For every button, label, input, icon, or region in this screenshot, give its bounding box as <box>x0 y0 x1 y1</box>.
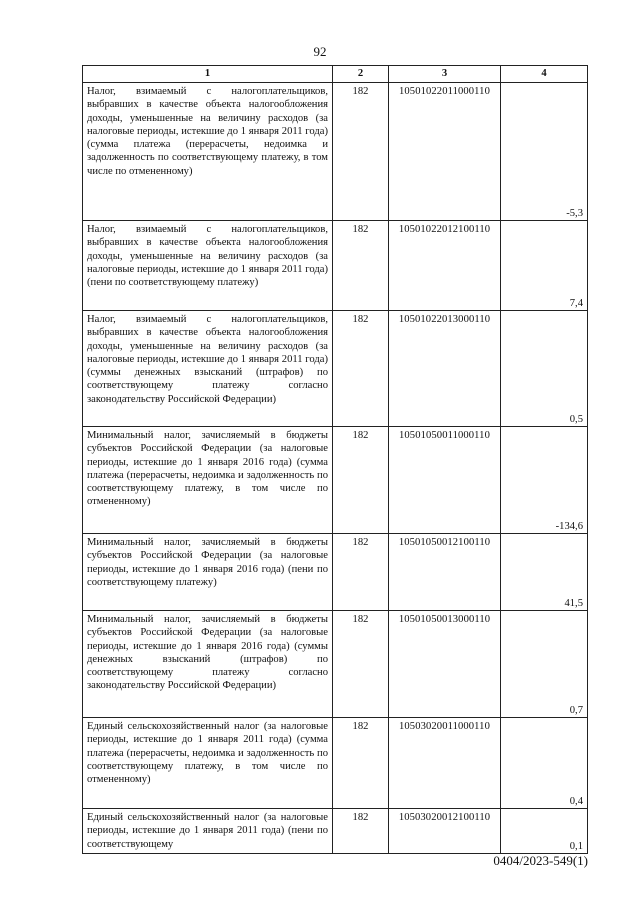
row-budget-code: 10501022013000110 <box>389 311 501 427</box>
row-budget-code: 10501050013000110 <box>389 611 501 718</box>
row-name: Минимальный налог, зачисляемый в бюджеты субъектов Российской Федерации (за налоговые периоды, истекшие до 1 января 2016 года) (пени по соответствующему платежу) <box>83 534 333 611</box>
revenue-table <box>82 65 588 854</box>
table-row <box>83 83 588 221</box>
header-col-1: 1 <box>83 66 333 83</box>
table-row <box>83 809 588 854</box>
header-row <box>83 66 588 83</box>
header-col-3: 3 <box>389 66 501 83</box>
page-number: 92 <box>313 44 327 59</box>
document-registration-code: 0404/2023-549(1) <box>493 853 588 868</box>
row-admin-code: 182 <box>333 809 389 854</box>
row-admin-code: 182 <box>333 427 389 534</box>
row-name: Единый сельскохозяйственный налог (за налоговые периоды, истекшие до 1 января 2011 года) (пени по соответствующему <box>83 809 333 854</box>
row-name: Налог, взимаемый с налогоплательщиков, выбравших в качестве объекта налогообложения доходы, уменьшенные на величину расходов (за налоговые периоды, истекшие до 1 января 2011 года) (пени по соответствующему платежу) <box>83 221 333 311</box>
row-admin-code: 182 <box>333 83 389 221</box>
row-name: Минимальный налог, зачисляемый в бюджеты субъектов Российской Федерации (за налоговые периоды, истекшие до 1 января 2016 года) (суммы денежных взысканий (штрафов) по соответствующему платежу согласно законодательству Российской Федерации) <box>83 611 333 718</box>
table-body <box>83 83 588 854</box>
row-admin-code: 182 <box>333 718 389 809</box>
row-budget-code: 10503020012100110 <box>389 809 501 854</box>
row-admin-code: 182 <box>333 534 389 611</box>
row-sum: 41,5 <box>501 534 588 611</box>
row-sum: 0,5 <box>501 311 588 427</box>
row-name: Налог, взимаемый с налогоплательщиков, выбравших в качестве объекта налогообложения доходы, уменьшенные на величину расходов (за налоговые периоды, истекшие до 1 января 2011 года) (сумма платежа (перерасчеты, недоимка и задолженность по соответствующему платежу, в том числе по отмененному) <box>83 83 333 221</box>
table-row <box>83 718 588 809</box>
row-admin-code: 182 <box>333 311 389 427</box>
table-row <box>83 427 588 534</box>
table-row <box>83 311 588 427</box>
row-sum: 0,1 <box>501 809 588 854</box>
row-admin-code: 182 <box>333 611 389 718</box>
table-header <box>83 66 588 83</box>
row-sum: 0,4 <box>501 718 588 809</box>
row-sum: 7,4 <box>501 221 588 311</box>
row-budget-code: 10503020011000110 <box>389 718 501 809</box>
row-budget-code: 10501022011000110 <box>389 83 501 221</box>
row-budget-code: 10501050011000110 <box>389 427 501 534</box>
row-sum: 0,7 <box>501 611 588 718</box>
row-budget-code: 10501050012100110 <box>389 534 501 611</box>
row-budget-code: 10501022012100110 <box>389 221 501 311</box>
row-name: Единый сельскохозяйственный налог (за налоговые периоды, истекшие до 1 января 2011 года) (сумма платежа (перерасчеты, недоимка и задолженность по соответствующему платежу, в том числе по отмененному) <box>83 718 333 809</box>
table-row <box>83 221 588 311</box>
table-row <box>83 534 588 611</box>
header-col-4: 4 <box>501 66 588 83</box>
header-col-2: 2 <box>333 66 389 83</box>
row-sum: -5,3 <box>501 83 588 221</box>
row-admin-code: 182 <box>333 221 389 311</box>
row-sum: -134,6 <box>501 427 588 534</box>
table-row <box>83 611 588 718</box>
row-name: Налог, взимаемый с налогоплательщиков, выбравших в качестве объекта налогообложения доходы, уменьшенные на величину расходов (за налоговые периоды, истекшие до 1 января 2011 года) (суммы денежных взысканий (штрафов) по соответствующему платежу согласно законодательству Российской Федерации) <box>83 311 333 427</box>
row-name: Минимальный налог, зачисляемый в бюджеты субъектов Российской Федерации (за налоговые периоды, истекшие до 1 января 2016 года) (сумма платежа (перерасчеты, недоимка и задолженность по соответствующему платежу, в том числе по отмененному) <box>83 427 333 534</box>
